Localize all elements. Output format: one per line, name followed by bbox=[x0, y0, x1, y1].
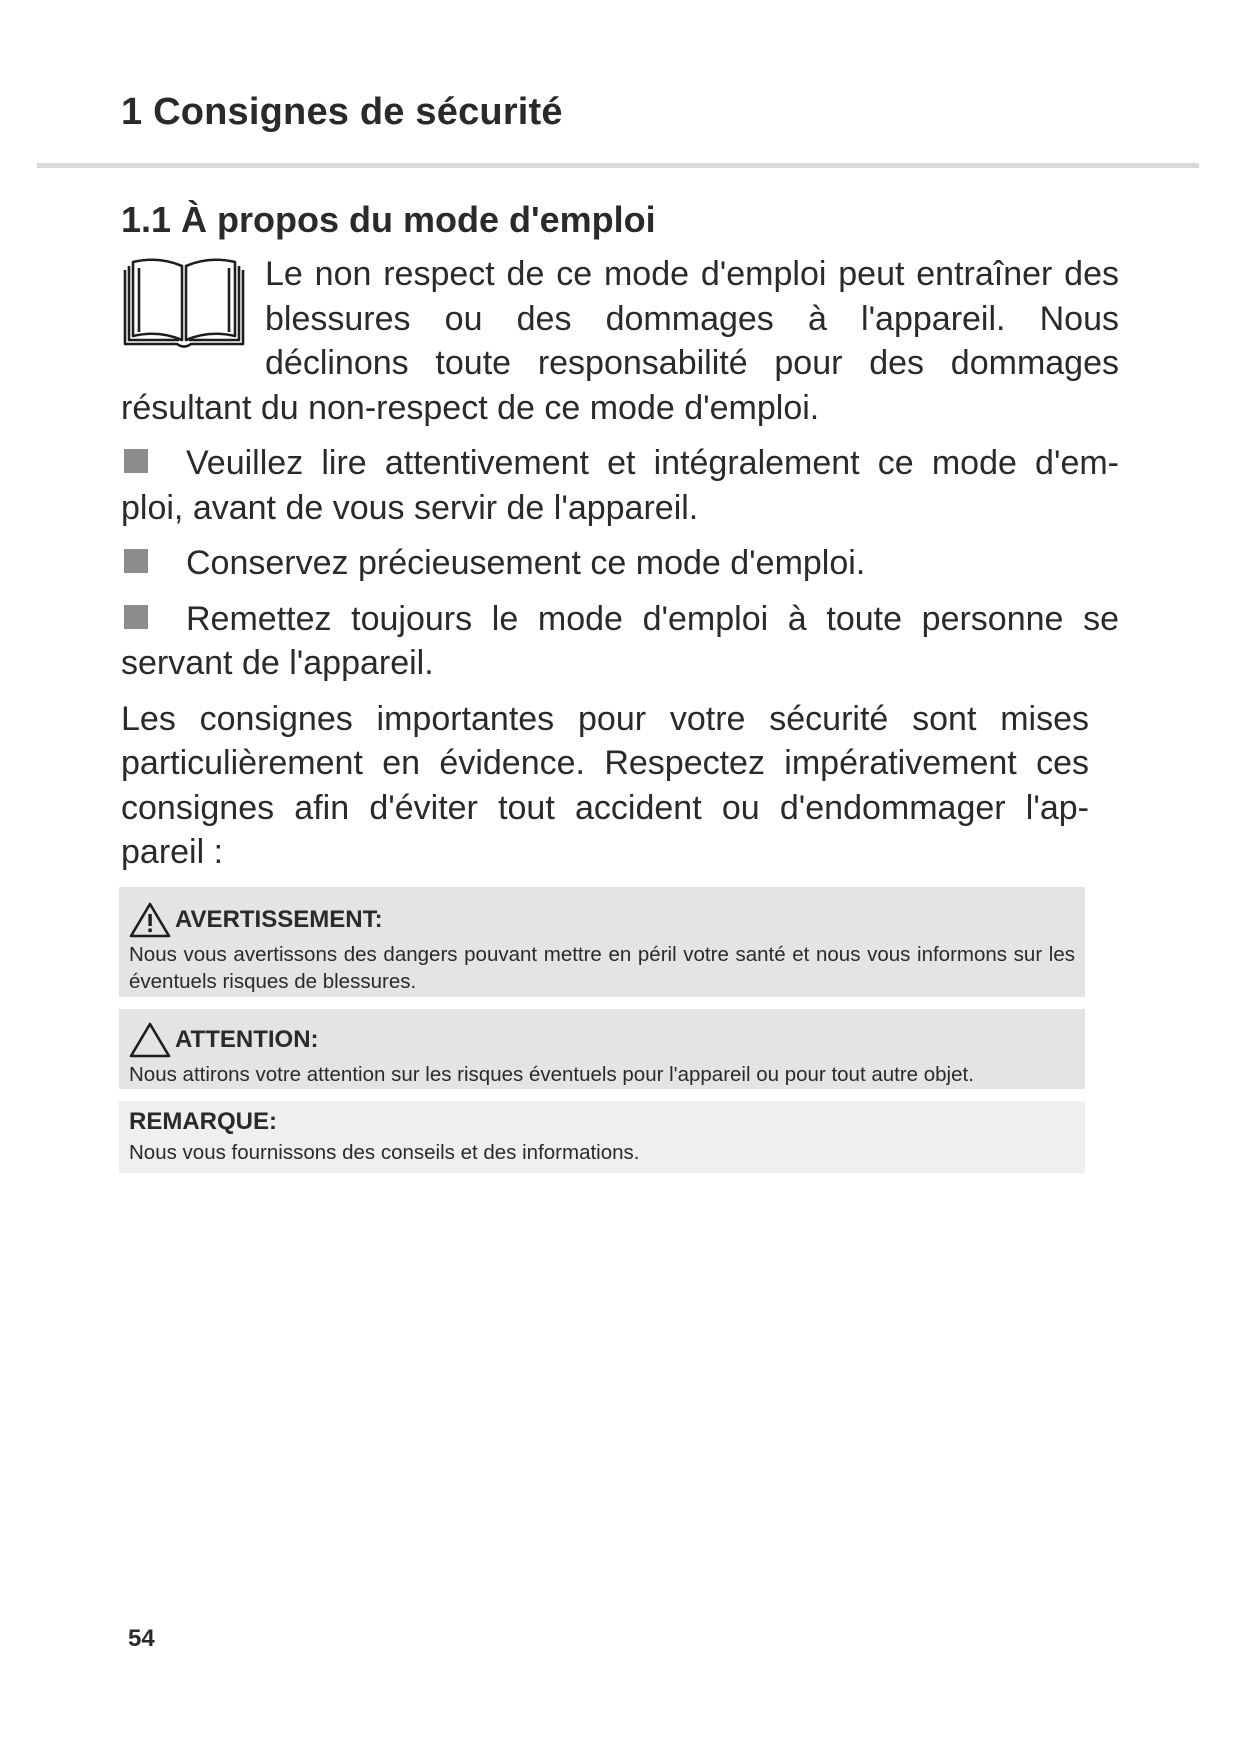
section-content bbox=[121, 252, 1119, 875]
list-item-text: Conservez précieusement ce mode d'emploi. bbox=[186, 544, 866, 582]
square-bullet-icon bbox=[124, 449, 148, 473]
attention-heading: ATTENTION: bbox=[175, 1026, 319, 1053]
remark-heading: REMARQUE: bbox=[129, 1108, 277, 1135]
warning-text: Nous vous avertissons des dangers pouvant mettre en péril votre santé et nous vous informons sur les éventuels risques de blessures. bbox=[129, 943, 1075, 993]
intro-text: Le non respect de ce mode d'emploi peut entraîner des blessures ou des dommages à l'appareil. Nous déclinons toute responsabilité pour des dommages résultant du non-respect de ce mode d'emploi. bbox=[121, 255, 1119, 427]
remark-text: Nous vous fournissons des conseils et des informations. bbox=[129, 1141, 640, 1164]
warning-box bbox=[119, 887, 1085, 997]
list-item-text: Veuillez lire attentivement et intégralement ce mode d'em-ploi, avant de vous servir de l'appareil. bbox=[121, 444, 1119, 527]
page-number: 54 bbox=[128, 1625, 155, 1652]
attention-text: Nous attirons votre attention sur les risques éventuels pour l'appareil ou pour tout autre objet. bbox=[129, 1063, 974, 1086]
square-bullet-icon bbox=[124, 605, 148, 629]
section-title: 1.1 À propos du mode d'emploi bbox=[121, 199, 656, 240]
square-bullet-icon bbox=[124, 549, 148, 573]
page-title: 1 Consignes de sécurité bbox=[121, 91, 563, 133]
remark-box bbox=[119, 1101, 1085, 1173]
attention-heading-row bbox=[129, 1021, 1075, 1059]
warning-heading-row bbox=[129, 901, 1075, 939]
list-item-text: Remettez toujours le mode d'emploi à toute personne se servant de l'appareil. bbox=[121, 599, 1119, 682]
attention-box bbox=[119, 1009, 1085, 1089]
warning-triangle-icon bbox=[128, 901, 172, 939]
list-item bbox=[121, 441, 1119, 530]
warning-heading: AVERTISSEMENT: bbox=[175, 906, 383, 933]
list-item bbox=[121, 541, 1119, 586]
attention-triangle-icon bbox=[128, 1021, 172, 1059]
notice-boxes bbox=[119, 887, 1085, 1173]
title-divider bbox=[37, 163, 1199, 168]
intro-paragraph bbox=[121, 252, 1119, 430]
book-icon bbox=[121, 252, 247, 352]
list-item bbox=[121, 597, 1119, 686]
safety-note-paragraph: Les consignes importantes pour votre sécurité sont mises particulièrement en évidence. Respectez impérativement ces consignes afin d'éviter tout accident ou d'endommager l'ap-pareil : bbox=[121, 699, 1089, 871]
